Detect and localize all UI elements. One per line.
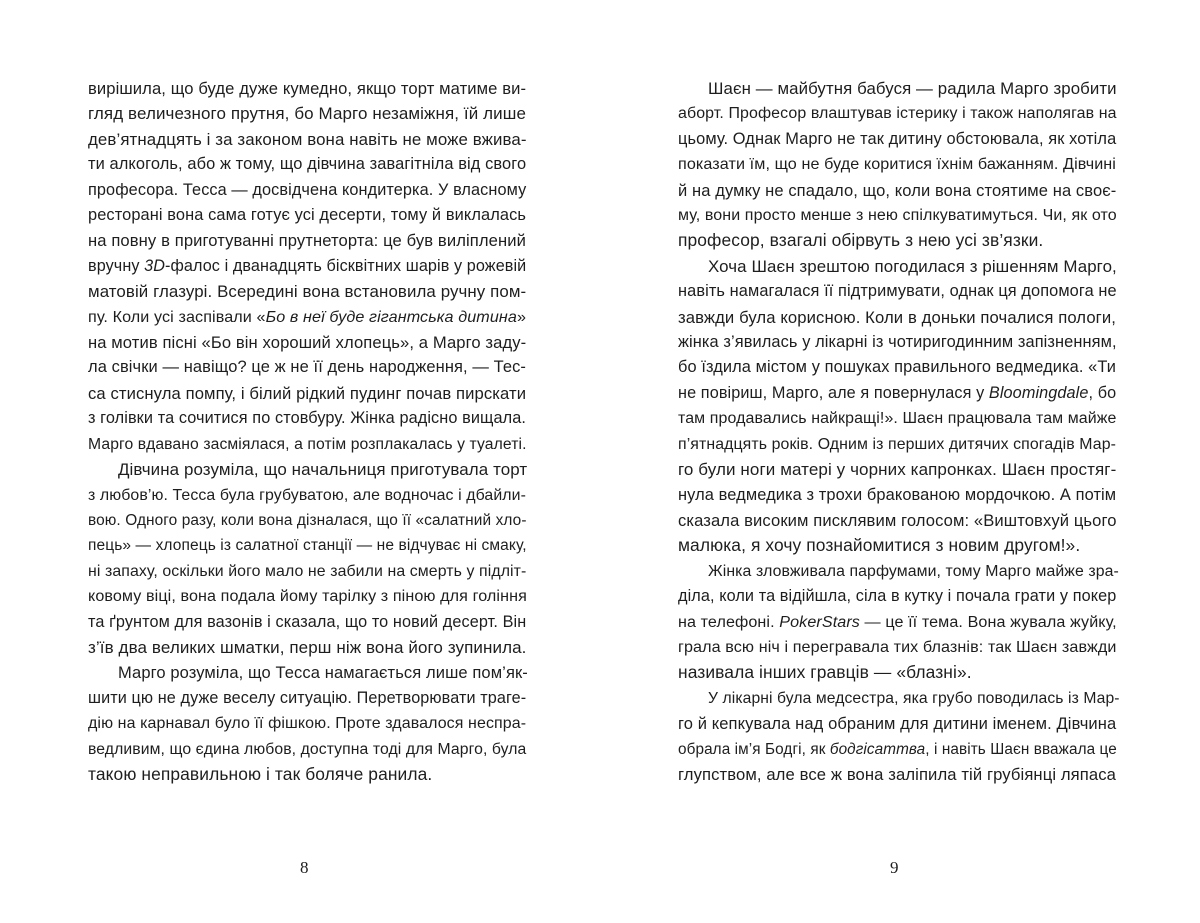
right-page-body [678,76,1120,787]
text-line: називала інших гравців — «блазні». [678,662,972,683]
text-line: ковому віці, вона подала йому тарілку з піною для гоління [88,587,527,606]
text-line [678,737,1116,762]
text-line: цьому. Однак Марго не так дитину обстоювала, як хотіла [678,129,1117,148]
text-line: професора. Тесса — досвідчена кондитерка. У власному [88,180,527,199]
text-segment: — це її тема. Вона жувала жуйку, [859,612,1117,631]
text-line: сказала високим писклявим голосом: «Виштовхуй цього [678,510,1117,530]
text-line: ні запаху, оскільки його мало не забили на смерть у підліт- [88,562,527,580]
text-line: малюка, я хочу познайомитися з новим другом!». [678,535,1081,556]
text-line: аборт. Професор влаштував істерику і також наполягав на [678,105,1117,123]
italic-segment: 3D [144,256,165,275]
text-line: нула ведмедика з трохи бракованою мордочкою. А потім [678,485,1117,504]
text-line: го й кепкувала над обраним для дитини іменем. Дівчина [678,714,1117,734]
text-segment: , бо [1088,383,1117,402]
text-line: з любов’ю. Тесса була грубуватою, але водночас і дбайли- [88,486,526,504]
text-line: жінка з’явилась у лікарні із чотиригодинним запізненням, [678,333,1117,352]
text-line: бо їздила містом у пошуках правильного ведмедика. «Ти [678,358,1116,377]
italic-segment: бодгісаттва [829,740,926,758]
text-line: Хоча Шаєн зрештою погодилася з рішенням Марго, [708,256,1117,276]
text-line: дев’ятнадцять і за законом вона навіть не може вжива- [88,129,527,149]
text-line: гляд величезного прутня, бо Марго незаміжня, їй лише [88,104,526,124]
text-line: на мотив пісні «Бо він хороший хлопець», а Марго заду- [88,333,527,353]
text-segment: , і навіть Шаєн вважала це [925,740,1117,758]
text-line: діла, коли та відійшла, сіла в кутку і почала грати у покер [678,587,1117,606]
text-segment: пу. Коли усі заспівали « [88,307,266,326]
italic-segment: Bloomingdale [988,383,1089,402]
text-line: Марго розуміла, що Тесса намагається лише пом’як- [118,663,528,683]
italic-segment: PokerStars [779,612,860,631]
text-line: ла свічки — навіщо? це ж не її день народження, — Тес- [88,358,526,377]
text-segment: » [516,307,527,326]
right-page [678,76,1120,787]
text-line: пець» — хлопець із салатної станції — не відчуває ні смаку, [88,537,527,555]
text-line: ведливим, що єдина любов, доступна тоді для Марго, була [88,740,527,758]
text-segment: вручну [88,256,145,275]
text-segment: не повіриш, Марго, але я повернулася у [678,383,989,402]
text-line: з’їв два великих шматки, перш ніж вона його зупинила. [88,637,527,657]
text-line [678,381,1116,406]
text-line: з голівки та сочитися по стовбуру. Жінка радісно вищала. [88,409,527,428]
text-line: са стиснула помпу, і білий рідкий пудинг почав пирскати [88,383,527,403]
italic-segment: Бо в неї буде гігантська дитина [265,307,517,326]
text-line: дію на карнавал було її фішкою. Проте здавалося неспра- [88,715,527,733]
left-page-number: 8 [300,858,309,877]
text-line: професор, взагалі обірвуть з нею усі зв’язки. [678,230,1044,251]
text-line: на повну в приготуванні прутнеторта: це був виліплений [88,231,526,251]
text-line: Марго вдавано засміялася, а потім розплакалась у туалеті. [88,435,527,453]
text-segment: на телефоні. [678,612,780,631]
text-line: го були ноги матері у чорних капронках. Шаєн простяг- [678,460,1117,480]
text-line: п’ятнадцять років. Одним із перших дитячих спогадів Мар- [678,435,1116,453]
text-line: й на думку не спадало, що, коли вона стоятиме на своє- [678,180,1117,200]
text-line: глупством, але все ж вона заліпила тій грубіянці ляпаса [678,764,1116,784]
text-line: грала всю ніч і перегравала тих блазнів: так Шаєн завжди [678,637,1117,656]
text-line: завжди була корисною. Коли в доньки почалися пологи, [678,307,1116,327]
text-line: вирішила, що буде дуже кумедно, якщо торт матиме ви- [88,79,527,98]
text-line: та ґрунтом для вазонів і сказала, що то новий десерт. Він [88,612,527,631]
text-line: навіть намагалася її підтримувати, однак ця допомога не [678,282,1117,301]
text-line: У лікарні була медсестра, яка грубо поводилась із Мар- [708,689,1120,707]
text-line: вою. Одного разу, коли вона дізналася, що її «салатний хло- [88,511,527,529]
right-page-number: 9 [890,858,899,877]
text-line: ресторані вона сама готує усі десерти, тому й виклалась [88,206,526,225]
text-line: Жінка зловживала парфумами, тому Марго майже зра- [708,562,1119,580]
text-line: ти алкоголь, або ж тому, що дівчина завагітніла від свого [88,155,527,174]
text-segment: -фалос і дванадцять бісквітних шарів у рожевій [165,256,527,275]
text-line: такою неправильною і так боляче ранила. [88,763,433,784]
text-line [88,254,526,279]
text-line: Шаєн — майбутня бабуся — радила Марго зробити [708,79,1117,98]
text-line: показати їм, що не буде коритися їхнім бажанням. Дівчині [678,155,1116,174]
text-line: матовій глазурі. Всередині вона встановила ручну пом- [88,282,527,302]
left-page [88,76,526,787]
text-line [678,610,1116,635]
left-page-body [88,76,526,787]
text-line [88,305,526,330]
text-line: там продавались найкращі!». Шаєн працювала там майже [678,410,1117,428]
text-line: му, вони просто менше з нею спілкуватимуться. Чи, як ото [678,207,1117,225]
text-line: Дівчина розуміла, що начальниця приготувала торт [118,460,528,480]
text-line: шити цю не дуже веселу ситуацію. Перетворювати траге- [88,688,527,707]
text-segment: обрала ім’я Бодгі, як [678,740,830,758]
